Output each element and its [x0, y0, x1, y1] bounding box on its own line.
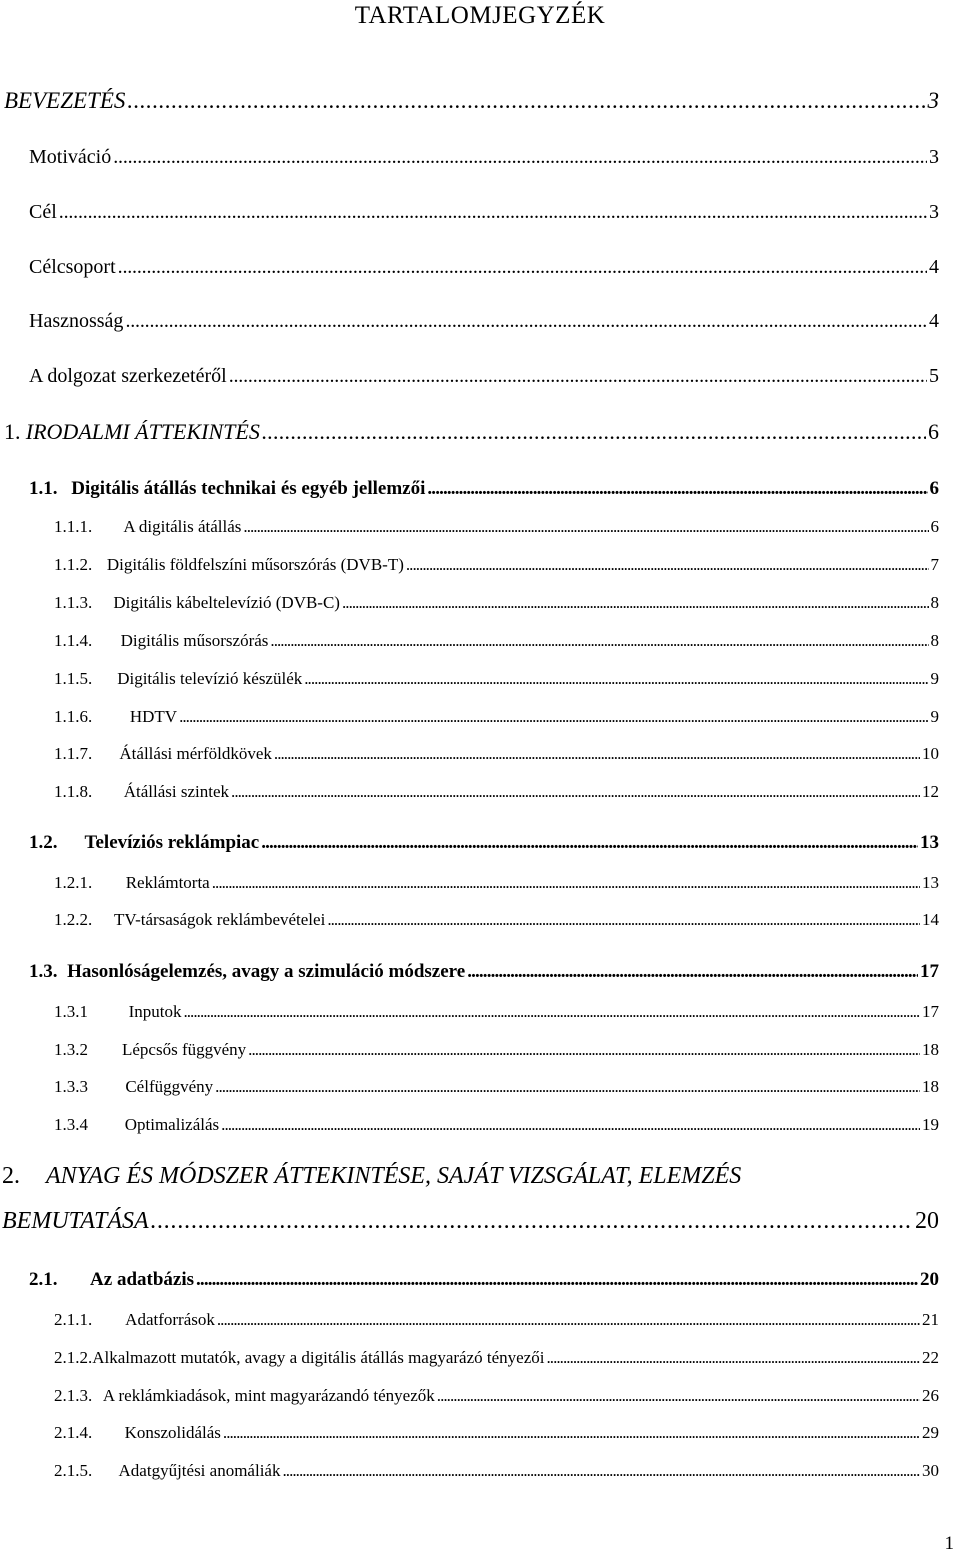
toc-entry-number: 1.1. [29, 478, 58, 499]
toc-entry-number: 1.2.2. [54, 910, 93, 929]
toc-entry[interactable] [54, 873, 939, 893]
toc-entry-page: 21 [922, 1310, 939, 1329]
toc-entry-page: 4 [929, 310, 939, 332]
toc-entry-page: 9 [930, 707, 939, 726]
toc-entry-text: A digitális átállás [123, 517, 242, 536]
toc-leader [118, 256, 927, 279]
toc-entry[interactable] [2, 1208, 939, 1236]
toc-entry[interactable] [54, 707, 939, 727]
toc-entry-text: A dolgozat szerkezetéről [29, 365, 227, 387]
toc-leader [262, 419, 926, 444]
toc-leader [127, 88, 925, 114]
toc-leader [437, 1386, 920, 1406]
toc-entry[interactable] [54, 593, 939, 613]
toc-entry-page: 17 [920, 961, 939, 982]
toc-entry-text: BEMUTATÁSA [2, 1208, 149, 1234]
toc-leader [270, 631, 928, 651]
toc-leader [212, 873, 920, 893]
toc-entry-text: Az adatbázis [90, 1269, 195, 1290]
toc-entry[interactable] [29, 478, 939, 500]
toc-entry-text: Digitális átállás technikai és egyéb jellemzői [71, 478, 426, 499]
toc-leader [183, 1002, 920, 1022]
toc-entry-text: A reklámkiadások, mint magyarázandó tényezők [102, 1386, 435, 1405]
toc-entry-text: Digitális földfelszíni műsorszórás (DVB-T) [106, 555, 404, 574]
toc-entry-page: 3 [929, 146, 939, 168]
toc-entry[interactable] [54, 1310, 939, 1330]
toc-entry-text: Átállási szintek [123, 782, 230, 801]
toc-entry-text: Hasonlóságelemzés, avagy a szimuláció módszere [67, 961, 466, 982]
toc-entry-page: 8 [930, 593, 939, 612]
toc-leader [217, 1310, 920, 1330]
toc-entry[interactable] [29, 256, 939, 279]
toc-entry-text: TV-társaságok reklámbevételei [113, 910, 326, 929]
toc-entry-page: 6 [929, 478, 939, 499]
toc-entry-text: Alkalmazott mutatók, avagy a digitális átállás magyarázó tényezői [92, 1348, 545, 1367]
toc-entry-number: 2.1.2. [54, 1348, 93, 1367]
toc-entry-number: 1.1.2. [54, 555, 93, 574]
toc-entry-text: Célfüggvény [125, 1077, 214, 1096]
toc-entry-text: Célcsoport [29, 256, 116, 278]
toc-entry[interactable] [29, 832, 939, 854]
toc-entry-number: 2.1.3. [54, 1386, 93, 1405]
toc-entry[interactable] [54, 1077, 939, 1097]
toc-entry-number: 1.3.1 [54, 1002, 88, 1021]
toc-entry-number: 1. [4, 419, 21, 444]
toc-entry[interactable] [54, 1348, 939, 1368]
toc-entry-chapter-2-line1[interactable] [2, 1163, 741, 1190]
toc-entry[interactable] [29, 1269, 939, 1291]
toc-entry-page: 13 [922, 873, 939, 892]
toc-leader [274, 744, 920, 764]
toc-entry[interactable] [54, 1423, 939, 1443]
toc-entry-number: 1.3. [29, 961, 58, 982]
toc-entry-text: Konszolidálás [124, 1423, 221, 1442]
toc-entry-number: 1.3.3 [54, 1077, 88, 1096]
toc-entry-number: 1.1.4. [54, 631, 93, 650]
toc-entry-page: 13 [920, 832, 939, 853]
toc-entry-number: 2.1.4. [54, 1423, 93, 1442]
toc-entry[interactable] [54, 555, 939, 575]
toc-leader [221, 1115, 920, 1135]
toc-entry-text: Optimalizálás [124, 1115, 220, 1134]
toc-entry[interactable] [29, 310, 939, 333]
toc-entry-text: Hasznosság [29, 310, 124, 332]
toc-entry-number: 2.1.5. [54, 1461, 93, 1480]
toc-entry[interactable] [29, 146, 939, 169]
toc-entry-page: 3 [929, 201, 939, 223]
toc-entry[interactable] [54, 1115, 939, 1135]
toc-entry-number: 1.1.6. [54, 707, 93, 726]
toc-entry[interactable] [54, 1040, 939, 1060]
toc-entry-page: 8 [930, 631, 939, 650]
toc-leader [427, 478, 927, 500]
toc-entry-page: 22 [922, 1348, 939, 1367]
toc-entry-page: 30 [922, 1461, 939, 1480]
toc-entry-number: 1.2. [29, 832, 58, 853]
toc-entry-page: 5 [929, 365, 939, 387]
toc-entry-number: 1.1.7. [54, 744, 93, 763]
toc-entry-text: Lépcsős függvény [122, 1040, 247, 1059]
toc-entry[interactable] [54, 631, 939, 651]
toc-entry-number: 1.1.8. [54, 782, 93, 801]
toc-entry-number: 1.1.5. [54, 669, 93, 688]
toc-leader [179, 707, 928, 727]
toc-entry-text: Cél [29, 201, 57, 223]
toc-leader [243, 517, 928, 537]
toc-entry-page: 14 [922, 910, 939, 929]
toc-entry-text: Digitális kábeltelevízió (DVB-C) [113, 593, 340, 612]
toc-leader [215, 1077, 920, 1097]
toc-entry-text: Adatgyűjtési anomáliák [118, 1461, 281, 1480]
toc-entry-number: 1.1.1. [54, 517, 93, 536]
toc-leader [113, 146, 927, 169]
toc-entry-number: 2.1.1. [54, 1310, 93, 1329]
toc-entry-text: BEVEZETÉS [4, 88, 126, 113]
toc-entry-number: 1.2.1. [54, 873, 93, 892]
toc-entry-page: 7 [930, 555, 939, 574]
toc-entry[interactable] [4, 419, 939, 444]
toc-entry[interactable] [54, 517, 939, 537]
toc-entry-page: 12 [922, 782, 939, 801]
toc-entry[interactable] [54, 1461, 939, 1481]
toc-entry-text: Televíziós reklámpiac [84, 832, 260, 853]
toc-entry-text: Inputok [128, 1002, 182, 1021]
toc-entry-text: Digitális televízió készülék [117, 669, 303, 688]
toc-leader [406, 555, 929, 575]
toc-entry-page: 17 [922, 1002, 939, 1021]
toc-entry-page: 6 [930, 517, 939, 536]
toc-entry-text: HDTV [129, 707, 178, 726]
toc-leader [261, 832, 918, 854]
toc-leader [223, 1423, 920, 1443]
toc-leader [327, 910, 920, 930]
toc-entry-page: 18 [922, 1077, 939, 1096]
toc-entry[interactable] [54, 669, 939, 689]
toc-entry[interactable] [54, 744, 939, 764]
toc-leader [151, 1208, 913, 1236]
toc-entry[interactable] [29, 961, 939, 983]
toc-entry-text: IRODALMI ÁTTEKINTÉS [25, 419, 260, 444]
toc-leader [342, 593, 929, 613]
toc-entry-text: Adatforrások [125, 1310, 215, 1329]
toc-leader [231, 782, 920, 802]
toc-entry-page: 6 [928, 419, 939, 444]
toc-entry-text: Reklámtorta [125, 873, 210, 892]
toc-leader [125, 310, 927, 333]
page-number: 1 [944, 1533, 954, 1554]
toc-entry-page: 3 [927, 88, 939, 113]
toc-leader [467, 961, 918, 983]
toc-entry-number: 1.1.3. [54, 593, 93, 612]
toc-leader [59, 201, 927, 224]
toc-leader [282, 1461, 920, 1481]
toc-entry[interactable] [4, 88, 939, 114]
toc-entry-page: 18 [922, 1040, 939, 1059]
toc-entry-number: 1.3.2 [54, 1040, 88, 1059]
toc-leader [248, 1040, 920, 1060]
toc-entry[interactable] [54, 782, 939, 802]
toc-entry-page: 10 [922, 744, 939, 763]
toc-entry[interactable] [29, 365, 939, 388]
toc-entry-page: 20 [915, 1208, 939, 1234]
toc-entry-text: ANYAG ÉS MÓDSZER ÁTTEKINTÉSE, SAJÁT VIZSGÁLAT, ELEMZÉS [46, 1163, 742, 1189]
toc-entry-number: 1.3.4 [54, 1115, 88, 1134]
toc-entry[interactable] [29, 201, 939, 224]
toc-entry[interactable] [54, 1386, 939, 1406]
toc-entry-page: 26 [922, 1386, 939, 1405]
toc-leader [304, 669, 928, 689]
toc-entry[interactable] [54, 910, 939, 930]
toc-entry[interactable] [54, 1002, 939, 1022]
toc-entry-text: Átállási mérföldkövek [119, 744, 272, 763]
toc-entry-number: 2. [2, 1163, 20, 1189]
toc-entry-page: 4 [929, 256, 939, 278]
toc-entry-page: 20 [920, 1269, 939, 1290]
toc-entry-number: 2.1. [29, 1269, 58, 1290]
toc-entry-text: Motiváció [29, 146, 112, 168]
toc-entry-text: Digitális műsorszórás [120, 631, 269, 650]
toc-leader [196, 1269, 918, 1291]
toc-entry-page: 9 [930, 669, 939, 688]
toc-entry-page: 29 [922, 1423, 939, 1442]
toc-heading: TARTALOMJEGYZÉK [354, 2, 606, 29]
toc-leader [229, 365, 927, 388]
toc-entry-page: 19 [922, 1115, 939, 1134]
toc-leader [546, 1348, 920, 1368]
